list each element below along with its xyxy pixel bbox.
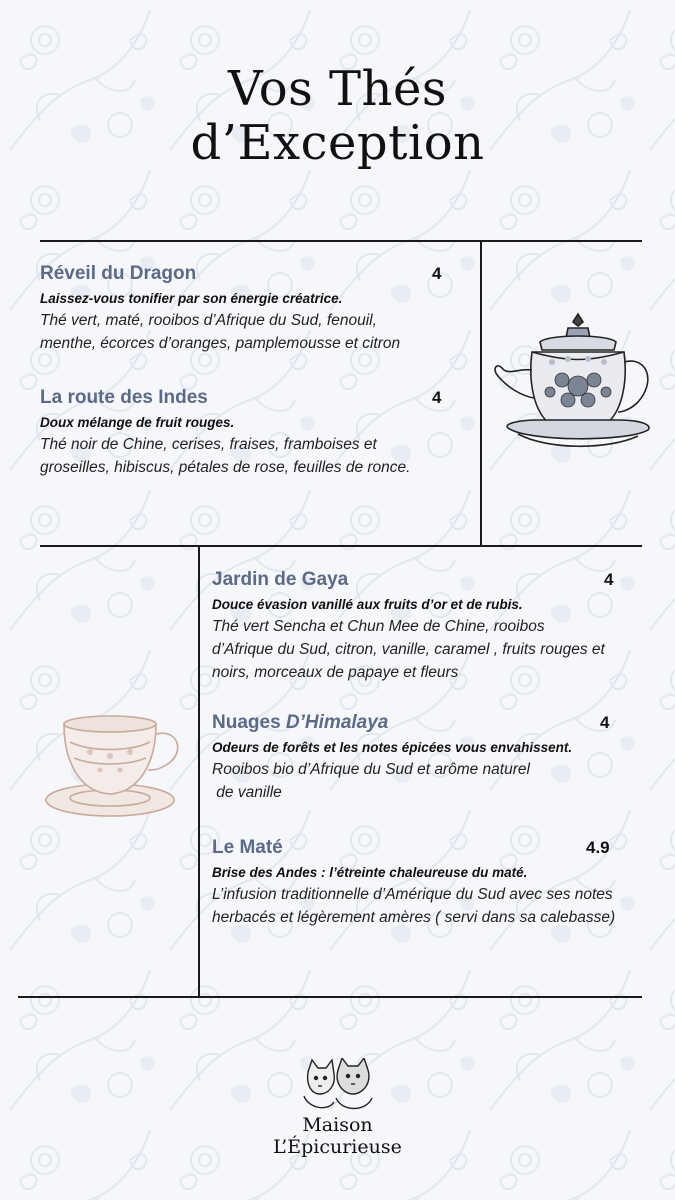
item-name <box>212 711 632 735</box>
item-tagline: Laissez-vous tonifier par son énergie créatrice. <box>40 291 343 306</box>
teapot-icon <box>488 312 658 462</box>
description-line: Rooibos bio d’Afrique du Sud et arôme naturel <box>212 761 530 778</box>
menu-item <box>40 386 450 479</box>
description-line: herbacés et légèrement amères ( servi dans sa calebasse) <box>212 909 616 926</box>
divider <box>40 240 642 242</box>
item-description <box>212 883 652 929</box>
item-tagline: Douce évasion vanillé aux fruits d’or et de rubis. <box>212 597 523 612</box>
item-name-part: D’Himalaya <box>285 712 389 733</box>
item-tagline: Doux mélange de fruit rouges. <box>40 415 235 430</box>
menu-item <box>212 836 652 929</box>
cats-logo-icon <box>298 1058 378 1114</box>
brand-name-line-1: Maison <box>302 1114 373 1136</box>
item-description <box>212 615 632 684</box>
item-name: Le Maté <box>212 837 283 858</box>
page-title <box>0 62 675 170</box>
description-line: Thé noir de Chine, cerises, fraises, framboises et <box>40 436 377 453</box>
description-line: groseilles, hibiscus, pétales de rose, feuilles de ronce. <box>40 459 411 476</box>
item-tagline: Brise des Andes : l’étreinte chaleureuse du maté. <box>212 865 528 880</box>
title-line-2: d’Exception <box>190 115 485 171</box>
brand-logo <box>230 1058 445 1158</box>
menu-item <box>212 711 632 804</box>
brand-name-line-2: L’Épicurieuse <box>273 1136 402 1158</box>
item-description <box>40 433 450 479</box>
item-description <box>40 309 450 355</box>
item-price: 4 <box>432 388 442 407</box>
item-name: La route des Indes <box>40 387 208 408</box>
title-line-1: Vos Thés <box>227 61 447 117</box>
item-tagline: Odeurs de forêts et les notes épicées vous envahissent. <box>212 740 573 755</box>
divider <box>480 240 482 546</box>
item-price: 4 <box>600 713 610 732</box>
item-price: 4 <box>432 264 442 283</box>
divider <box>40 545 642 547</box>
divider <box>18 996 642 998</box>
item-name: Jardin de Gaya <box>212 569 349 590</box>
description-line: menthe, écorces d’oranges, pamplemousse et citron <box>40 335 401 352</box>
item-price: 4.9 <box>586 838 610 857</box>
menu-item <box>212 568 632 684</box>
description-line: noirs, morceaux de papaye et fleurs <box>212 664 459 681</box>
teacup-icon <box>40 712 190 822</box>
item-name: Réveil du Dragon <box>40 263 197 284</box>
description-line: Thé vert, maté, rooibos d’Afrique du Sud, fenouil, <box>40 312 377 329</box>
menu-item <box>40 262 450 355</box>
description-line: Thé vert Sencha et Chun Mee de Chine, rooibos <box>212 618 545 635</box>
description-line: de vanille <box>212 784 282 801</box>
item-description <box>212 758 632 804</box>
divider <box>198 545 200 998</box>
item-name-part: Nuages <box>212 712 286 733</box>
item-price: 4 <box>604 570 614 589</box>
description-line: d’Afrique du Sud, citron, vanille, caramel , fruits rouges et <box>212 641 605 658</box>
description-line: L’infusion traditionnelle d’Amérique du Sud avec ses notes <box>212 886 613 903</box>
